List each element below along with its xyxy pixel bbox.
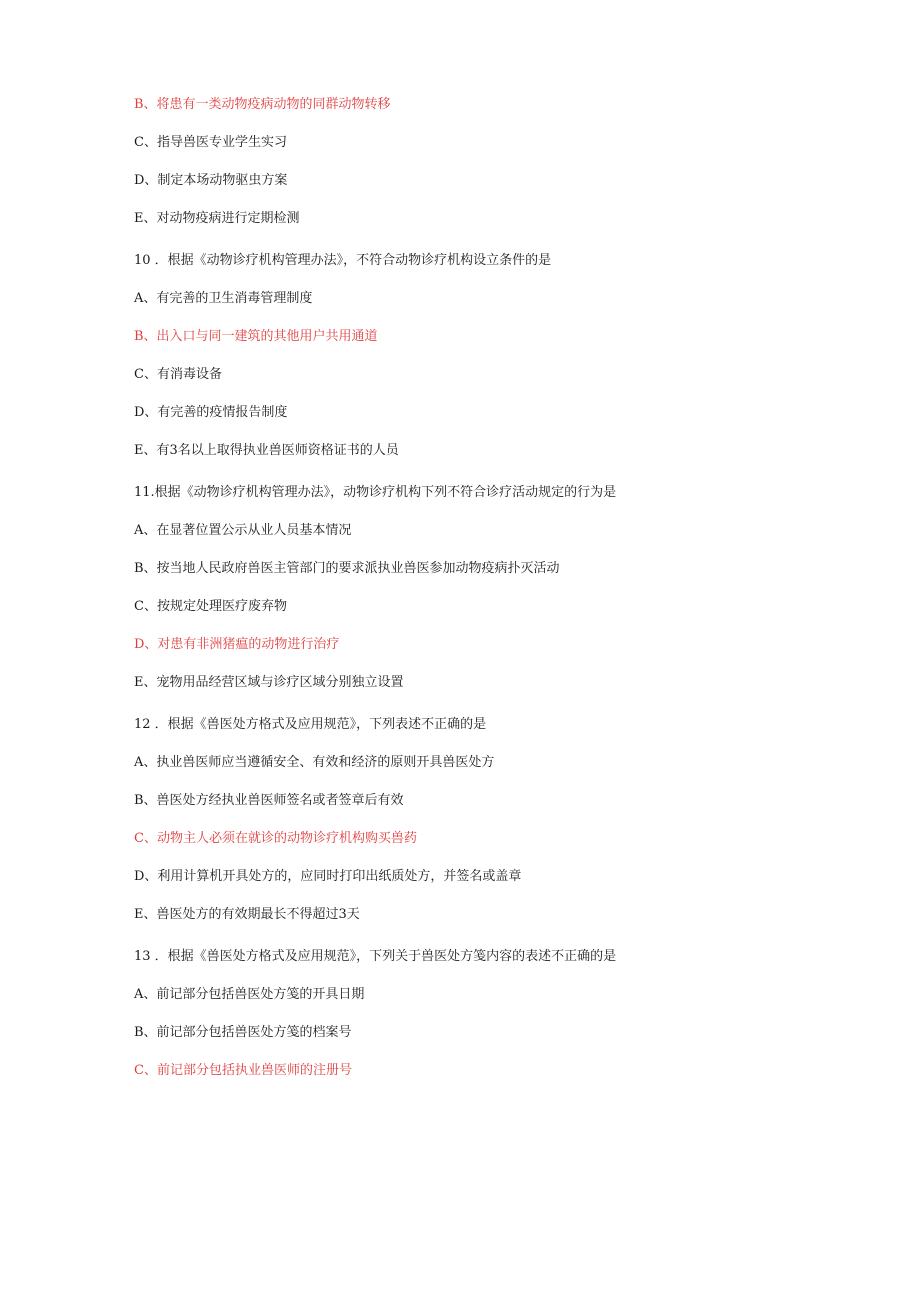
option-q9-e: E、对动物疫病进行定期检测 (134, 211, 300, 226)
document-page (134, 95, 834, 1099)
option-q10-a: A、有完善的卫生消毒管理制度 (134, 291, 313, 306)
option-q10-d: D、有完善的疫情报告制度 (134, 405, 288, 420)
question-stem: 12 ．根据《兽医处方格式及应用规范》，下列表述不正确的是 (134, 717, 487, 732)
question-12 (134, 715, 834, 925)
option-q11-b: B、按当地人民政府兽医主管部门的要求派执业兽医参加动物疫病扑灭活动 (134, 561, 560, 576)
option-q10-e: E、有3名以上取得执业兽医师资格证书的人员 (134, 443, 399, 458)
option-q9-d: D、制定本场动物驱虫方案 (134, 173, 288, 188)
option-q13-c: C、前记部分包括执业兽医师的注册号 (134, 1063, 352, 1078)
question-9-tail (134, 95, 834, 229)
option-q10-b: B、出入口与同一建筑的其他用户共用通道 (134, 329, 378, 344)
option-q10-c: C、有消毒设备 (134, 367, 222, 382)
question-stem: 11.根据《动物诊疗机构管理办法》，动物诊疗机构下列不符合诊疗活动规定的行为是 (134, 485, 617, 500)
option-q9-c: C、指导兽医专业学生实习 (134, 135, 287, 150)
option-q13-a: A、前记部分包括兽医处方笺的开具日期 (134, 987, 365, 1002)
option-q12-c: C、动物主人必须在就诊的动物诊疗机构购买兽药 (134, 831, 417, 846)
option-q12-b: B、兽医处方经执业兽医师签名或者签章后有效 (134, 793, 404, 808)
question-stem: 13 ．根据《兽医处方格式及应用规范》，下列关于兽医处方笺内容的表述不正确的是 (134, 949, 617, 964)
option-q9-b: B、将患有一类动物疫病动物的同群动物转移 (134, 97, 391, 112)
question-11 (134, 483, 834, 693)
option-q12-e: E、兽医处方的有效期最长不得超过3天 (134, 907, 360, 922)
option-q13-b: B、前记部分包括兽医处方笺的档案号 (134, 1025, 352, 1040)
option-q11-d: D、对患有非洲猪瘟的动物进行治疗 (134, 637, 340, 652)
question-13 (134, 947, 834, 1081)
option-q11-c: C、按规定处理医疗废弃物 (134, 599, 287, 614)
question-10 (134, 251, 834, 461)
question-stem: 10 ．根据《动物诊疗机构管理办法》，不符合动物诊疗机构设立条件的是 (134, 253, 552, 268)
option-q11-a: A、在显著位置公示从业人员基本情况 (134, 523, 352, 538)
option-q11-e: E、宠物用品经营区域与诊疗区域分别独立设置 (134, 675, 404, 690)
option-q12-d: D、利用计算机开具处方的，应同时打印出纸质处方，并签名或盖章 (134, 869, 522, 884)
option-q12-a: A、执业兽医师应当遵循安全、有效和经济的原则开具兽医处方 (134, 755, 495, 770)
